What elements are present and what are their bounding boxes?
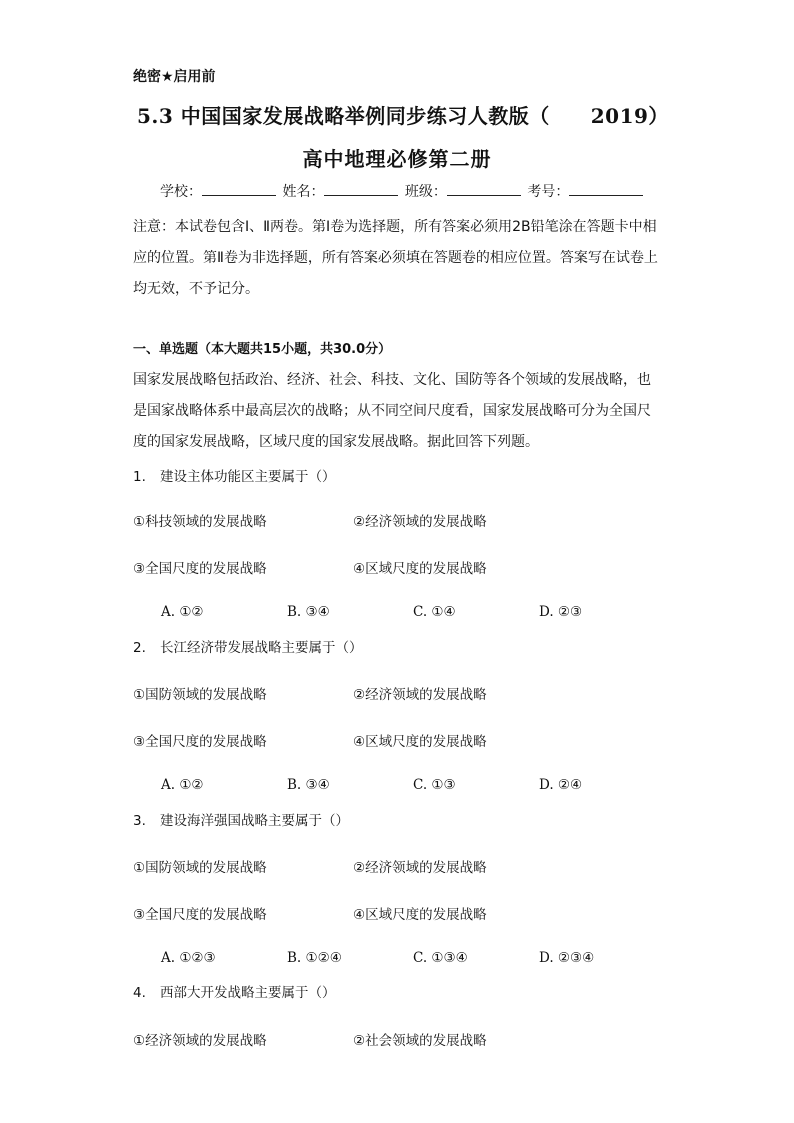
notice-text: 注意：本试卷包含Ⅰ、Ⅱ两卷。第Ⅰ卷为选择题，所有答案必须用2B铅笔涂在答题卡中相应的位置。第Ⅱ卷为非选择题，所有答案必须填在答题卷的相应位置。答案写在试卷上均无效，不予记分。 xyxy=(133,219,658,297)
q2-statement-2: ②经济领域的发展战略 xyxy=(353,687,487,703)
q2-choice-a[interactable]: A. ①② xyxy=(161,777,204,793)
class-label: 班级： xyxy=(404,184,447,200)
page-title-line2: 高中地理必修第二册 xyxy=(302,147,492,171)
question-stem: 西部大开发战略主要属于（） xyxy=(160,985,336,1001)
question-stem: 建设主体功能区主要属于（） xyxy=(160,469,336,485)
q2-statement-4: ④区域尺度的发展战略 xyxy=(353,734,487,750)
question-3 xyxy=(133,809,349,829)
student-info-row xyxy=(160,181,645,201)
question-number: 3. xyxy=(133,813,146,829)
exam-number-blank xyxy=(569,183,643,196)
q3-statement-3: ③全国尺度的发展战略 xyxy=(133,907,267,923)
section-title: 一、单选题（本大题共15小题，共30.0分） xyxy=(133,342,392,357)
secret-label: 绝密★启用前 xyxy=(133,69,216,85)
question-number: 1. xyxy=(133,469,146,485)
q3-statement-4: ④区域尺度的发展战略 xyxy=(353,907,487,923)
q1-statement-3: ③全国尺度的发展战略 xyxy=(133,561,267,577)
q1-choice-c[interactable]: C. ①④ xyxy=(413,604,456,620)
section-intro: 国家发展战略包括政治、经济、社会、科技、文化、国防等各个领域的发展战略，也是国家战略体系中最高层次的战略；从不同空间尺度看，国家发展战略可分为全国尺度的国家发展战略，区域尺度的国家发展战略。据此回答下列题。 xyxy=(133,372,651,450)
page-title-line1: 5.3 中国国家发展战略举例同步练习人教版（ 2019） xyxy=(137,104,669,128)
q3-choice-d[interactable]: D. ②③④ xyxy=(539,950,595,966)
q2-choice-c[interactable]: C. ①③ xyxy=(413,777,456,793)
q2-choice-d[interactable]: D. ②④ xyxy=(539,777,583,793)
q3-choice-c[interactable]: C. ①③④ xyxy=(413,950,468,966)
q2-statement-3: ③全国尺度的发展战略 xyxy=(133,734,267,750)
q3-statement-1: ①国防领域的发展战略 xyxy=(133,860,267,876)
q2-statement-1: ①国防领域的发展战略 xyxy=(133,687,267,703)
q4-statement-2: ②社会领域的发展战略 xyxy=(353,1033,487,1049)
question-number: 2. xyxy=(133,640,146,656)
q1-statement-2: ②经济领域的发展战略 xyxy=(353,514,487,530)
q3-choice-b[interactable]: B. ①②④ xyxy=(287,950,342,966)
name-label: 姓名： xyxy=(282,184,325,200)
q2-choice-b[interactable]: B. ③④ xyxy=(287,777,330,793)
q1-choice-d[interactable]: D. ②③ xyxy=(539,604,583,620)
question-stem: 长江经济带发展战略主要属于（） xyxy=(160,640,363,656)
q3-statement-2: ②经济领域的发展战略 xyxy=(353,860,487,876)
question-4 xyxy=(133,981,336,1001)
q1-statement-1: ①科技领域的发展战略 xyxy=(133,514,267,530)
question-2 xyxy=(133,636,363,656)
exam-number-label: 考号： xyxy=(527,184,570,200)
name-blank xyxy=(324,183,398,196)
school-blank xyxy=(202,183,276,196)
school-label: 学校： xyxy=(160,184,202,200)
q1-statement-4: ④区域尺度的发展战略 xyxy=(353,561,487,577)
question-1 xyxy=(133,465,336,485)
q1-choice-a[interactable]: A. ①② xyxy=(161,604,204,620)
q3-choice-a[interactable]: A. ①②③ xyxy=(161,950,216,966)
class-blank xyxy=(447,183,521,196)
q1-choice-b[interactable]: B. ③④ xyxy=(287,604,330,620)
question-number: 4. xyxy=(133,985,146,1001)
q4-statement-1: ①经济领域的发展战略 xyxy=(133,1033,267,1049)
question-stem: 建设海洋强国战略主要属于（） xyxy=(160,813,349,829)
